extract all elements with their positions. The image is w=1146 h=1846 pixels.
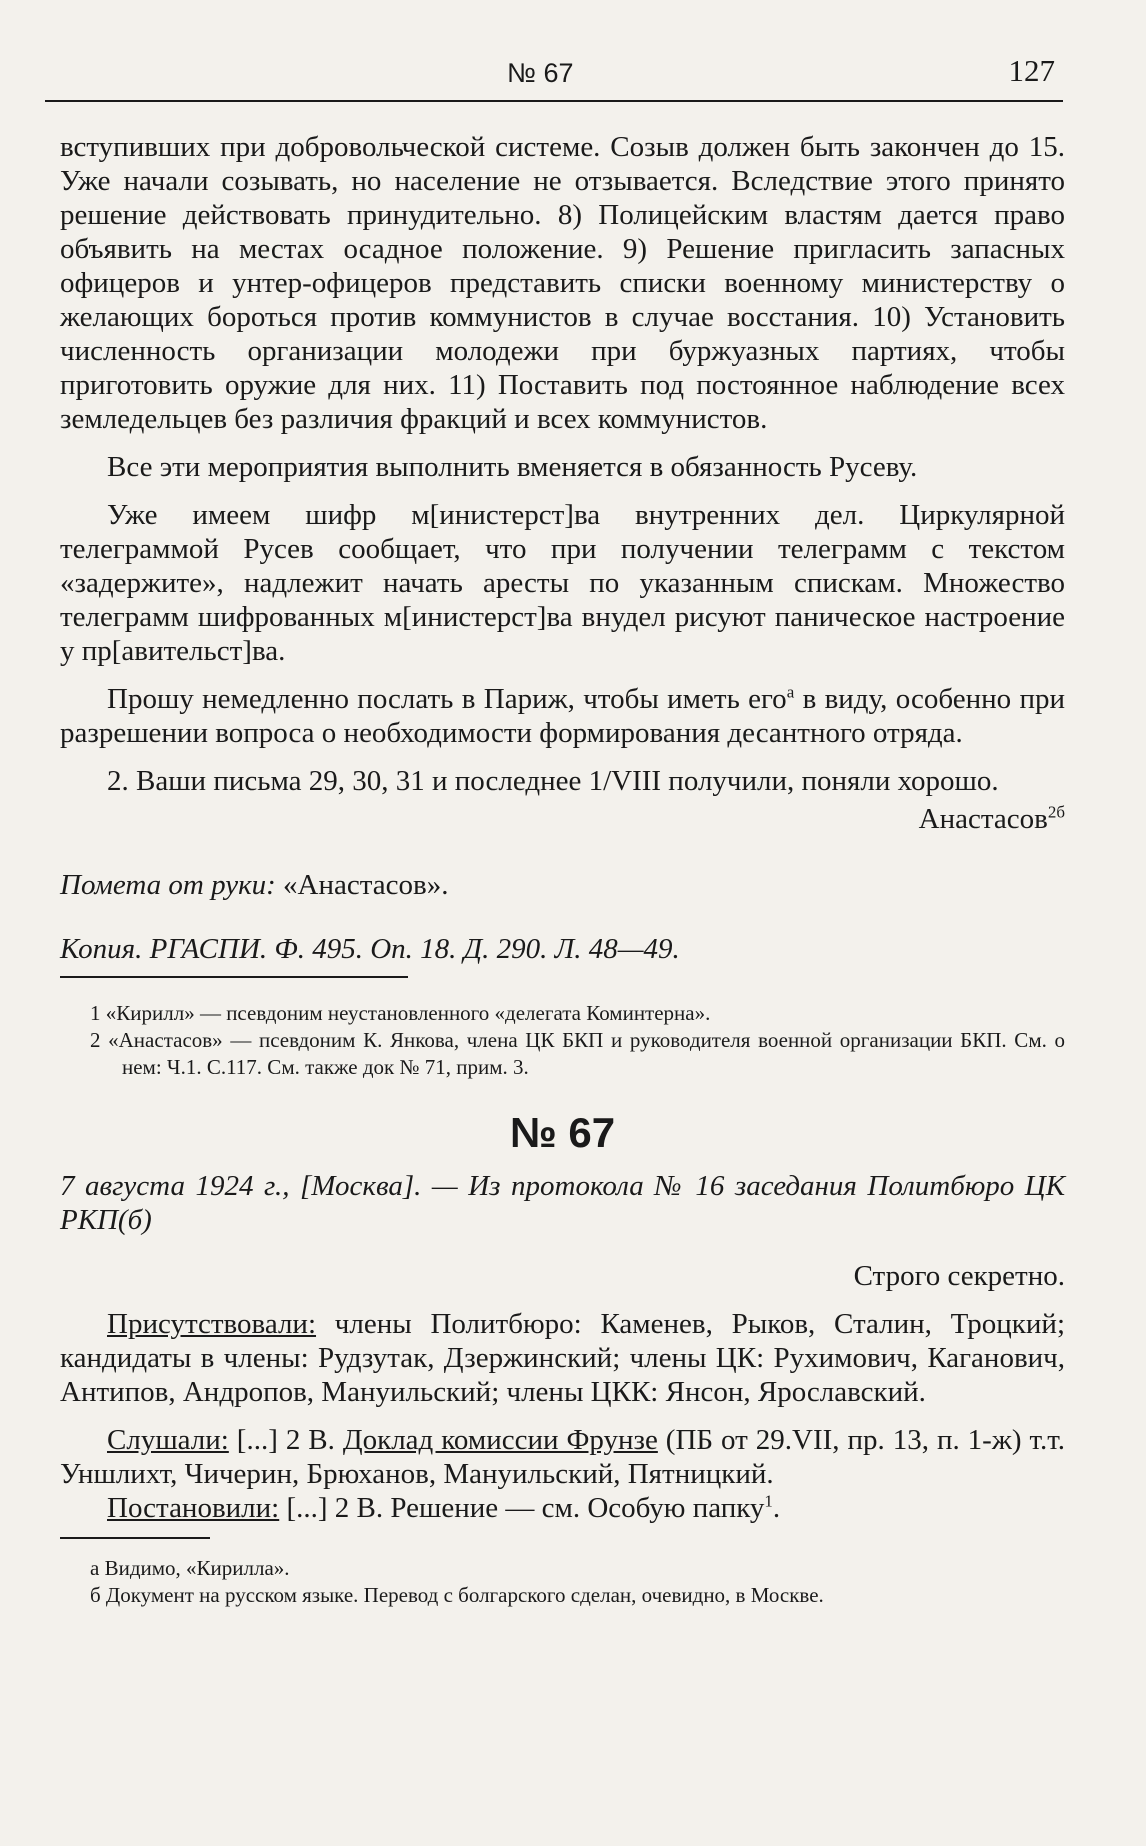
footnote-marker: 1 [764, 1491, 773, 1511]
signature-name: Анастасов [918, 803, 1048, 835]
footnote-marker: 2б [1047, 802, 1065, 822]
paragraph: Уже имеем шифр м[инистерст]ва внутренних дел. Циркулярной телеграммой Русев сообщает, что при получении телеграмм с текстом «задержите», надлежит начать аресты по указанным спискам. Множество телеграмм шифрованных м[инистерст]ва внудел рисуют паническое настроение у пр[авительст]ва. [60, 499, 1065, 667]
decided-text: . [772, 1492, 781, 1524]
archive-reference: Копия. РГАСПИ. Ф. 495. Оп. 18. Д. 290. Л. 48—49. [60, 933, 680, 965]
paragraph [60, 682, 1065, 750]
paragraph: вступивших при добровольческой системе. Созыв должен быть закончен до 15. Уже начали созывать, но население не отзывается. Вследствие этого принято решение действовать принудительно. 8) Полицейским властям дается право объявить на местах осадное положение. 9) Решение пригласить запасных офицеров и унтер-офицеров представить списки военному министерству о желающих бороться против коммунистов в случае восстания. 10) Установить численность организации молодежи при буржуазных партиях, чтобы приготовить оружие для них. 11) Поставить под постоянное наблюдение всех земледельцев без различия фракций и всех коммунистов. [60, 131, 1065, 435]
attendees-paragraph [60, 1307, 1065, 1409]
heard-topic: Доклад комиссии Фрунзе [342, 1424, 658, 1456]
heard-label: Слушали: [107, 1424, 229, 1456]
paragraph: 2. Ваши письма 29, 30, 31 и последнее 1/VIII получили, поняли хорошо. [107, 765, 999, 797]
heard-text: [...] 2 В. [228, 1424, 343, 1456]
paragraph: Все эти мероприятия выполнить вменяется в обязанность Русеву. [107, 451, 918, 483]
paragraph-text: Прошу немедленно послать в Париж, чтобы иметь его [107, 683, 787, 715]
footnote: а Видимо, «Кирилла». [90, 1556, 290, 1580]
running-doc-number: № 67 [507, 58, 574, 88]
signature [60, 802, 1065, 836]
footnote-rule [60, 976, 408, 978]
page-header [55, 48, 1055, 96]
handwritten-note [60, 868, 1065, 902]
document-subtitle: 7 августа 1924 г., [Москва]. — Из протокола № 16 заседания Политбюро ЦК РКП(б) [60, 1170, 1065, 1236]
decided-text: [...] 2 В. Решение — см. Особую папку [279, 1492, 765, 1524]
heard-text: (ПБ от 29.VII, пр. 13, п. 1-ж) т.т. Уншлихт, Чичерин, Брюханов, Мануильский, Пятницкий. [60, 1424, 1065, 1490]
classification-mark: Строго секретно. [853, 1260, 1065, 1292]
footnote: 1 «Кирилл» — псевдоним неустановленного «делегата Коминтерна». [90, 1001, 711, 1025]
decided-label: Постановили: [107, 1492, 280, 1524]
note-label: Помета от руки: [60, 869, 276, 901]
attendees-text: члены Политбюро: Каменев, Рыков, Сталин, Троцкий; кандидаты в члены: Рудзутак, Дзержинский; члены ЦК: Рухимович, Каганович, Антипов, Андропов, Мануильский; члены ЦКК: Янсон, Ярославский. [60, 1308, 1065, 1408]
document-title: № 67 [509, 1109, 616, 1156]
footnote-rule [60, 1537, 210, 1539]
footnote: б Документ на русском языке. Перевод с болгарского сделан, очевидно, в Москве. [90, 1583, 824, 1607]
page-number: 127 [1008, 53, 1055, 88]
decided-paragraph [60, 1491, 1065, 1525]
footnote-marker: а [786, 682, 795, 702]
heard-paragraph [60, 1423, 1065, 1491]
paragraph-text: в виду, особенно при разрешении вопроса о необходимости формирования десантного отряда. [60, 683, 1065, 749]
attendees-label: Присутствовали: [107, 1308, 317, 1340]
header-rule [45, 100, 1063, 102]
note-value: «Анастасов». [275, 869, 449, 901]
page-body [60, 130, 1065, 1609]
footnote: 2 «Анастасов» — псевдоним К. Янкова, члена ЦК БКП и руководителя военной организации БКП. См. о нем: Ч.1. С.117. См. также док № 71, прим. 3. [90, 1028, 1065, 1079]
